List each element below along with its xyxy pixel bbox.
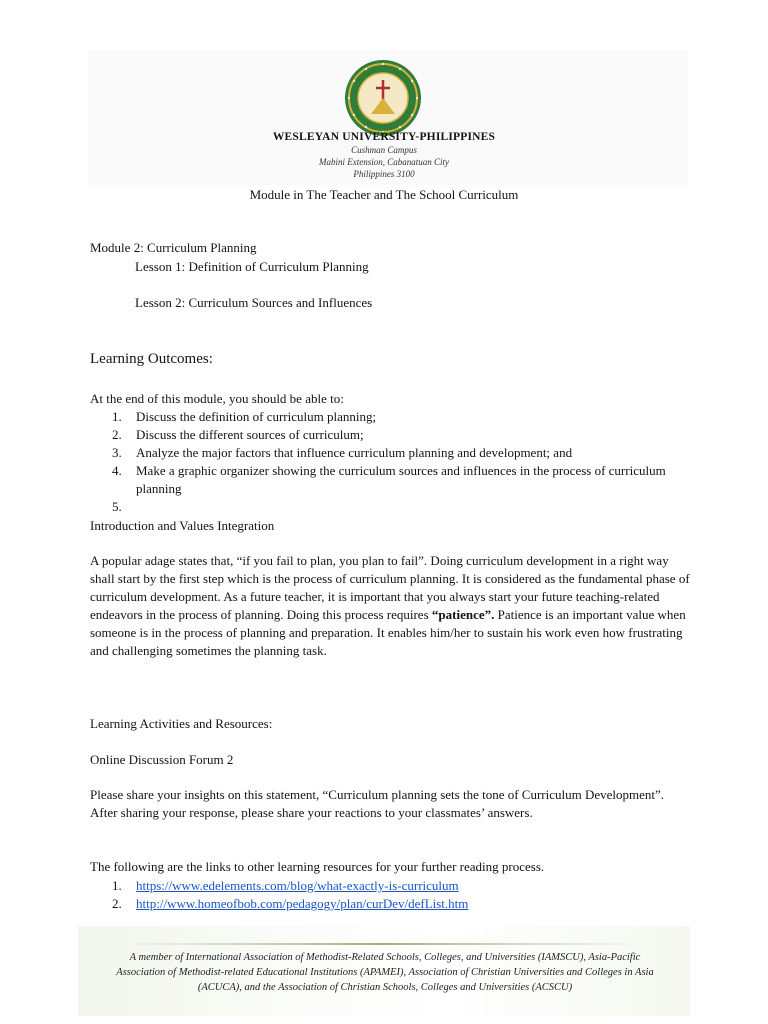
list-item-number: 2.: [112, 896, 122, 911]
list-item-number: 1.: [112, 409, 122, 424]
intro-values-paragraph: [90, 552, 690, 660]
campus-name: Cushman Campus: [351, 145, 417, 155]
list-item-number: 3.: [112, 445, 122, 460]
campus-address: Mabini Extension, Cabanatuan City: [319, 157, 449, 167]
list-item: Discuss the different sources of curriculum;: [136, 427, 364, 442]
list-item: Make a graphic organizer showing the curriculum sources and influences in the process of curriculum planning: [136, 463, 666, 496]
list-item-number: 2.: [112, 427, 122, 442]
university-seal-icon: [343, 58, 423, 138]
patience-emphasis: “patience”.: [431, 607, 495, 622]
learning-outcomes-heading: Learning Outcomes:: [90, 351, 213, 367]
intro-values-heading: Introduction and Values Integration: [90, 518, 275, 533]
paragraph-text: Patience is an important value when someone is in the process of planning and preparation. It enables him/her to sustain his work even how frustrating and challenging sometimes the planning task.: [90, 607, 686, 658]
list-item-number: 4.: [112, 463, 122, 478]
module-heading: Module 2: Curriculum Planning: [90, 240, 257, 255]
resource-link-homeofbob[interactable]: http://www.homeofbob.com/pedagogy/plan/curDev/defList.htm: [136, 896, 469, 911]
footer-membership-text: A member of International Association of Methodist-Related Schools, Colleges, and Universities (IAMSCU), Asia-Pacific Association of Methodist-related Educational Institutions (APAMEI), Association of Christian Universities and Colleges in Asia (ACUCA), and the Association of Christian Schools, Colleges and Universities (ACSCU): [116, 952, 654, 993]
footer-divider: [120, 943, 640, 945]
list-item: Analyze the major factors that influence curriculum planning and development; and: [136, 445, 573, 460]
paragraph-text: A popular adage states that, “if you fail to plan, you plan to fail”. Doing curriculum development in a right way shall start by the first step which is the process of curriculum planning. It is considered as the fundamental phase of curriculum development. As a future teacher, it is important that you always start your future teaching-related endeavors in the process of planning. Doing this process requires: [90, 553, 690, 622]
resource-link-edelements[interactable]: https://www.edelements.com/blog/what-exactly-is-curriculum: [136, 878, 459, 893]
outcomes-intro: At the end of this module, you should be able to:: [90, 391, 344, 406]
lesson-1-title: Lesson 1: Definition of Curriculum Planning: [135, 259, 369, 274]
university-name: WESLEYAN UNIVERSITY-PHILIPPINES: [272, 131, 496, 143]
module-title: Module in The Teacher and The School Curriculum: [249, 187, 519, 202]
forum-title: Online Discussion Forum 2: [90, 752, 234, 767]
list-item-number: 5.: [112, 499, 122, 514]
list-item: Discuss the definition of curriculum planning;: [136, 409, 377, 424]
list-item-number: 1.: [112, 878, 122, 893]
activities-heading: Learning Activities and Resources:: [90, 716, 273, 731]
forum-prompt: Please share your insights on this statement, “Curriculum planning sets the tone of Curriculum Development”. After sharing your response, please share your reactions to your classmates’ answers.: [90, 787, 665, 820]
links-intro: The following are the links to other learning resources for your further reading process.: [90, 859, 545, 874]
campus-country: Philippines 3100: [353, 169, 415, 179]
lesson-2-title: Lesson 2: Curriculum Sources and Influences: [135, 295, 373, 310]
